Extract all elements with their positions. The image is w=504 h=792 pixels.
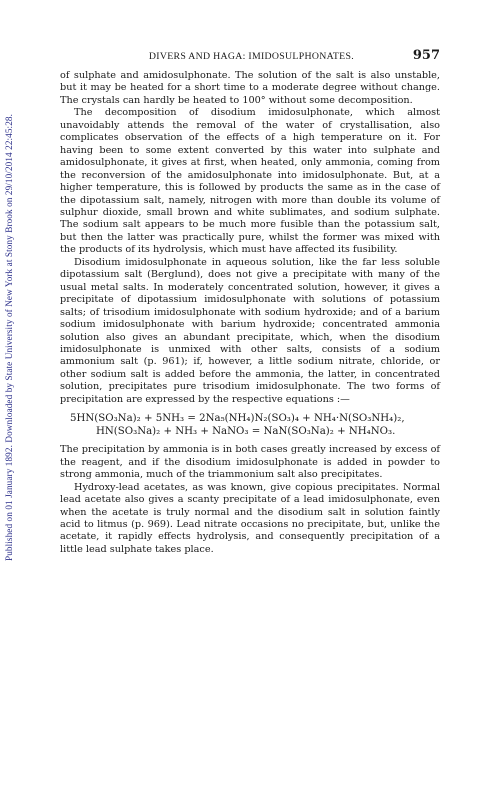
page-header [60, 48, 440, 63]
equation: HN(SO₃Na)₂ + NH₃ + NaNO₃ = NaN(SO₃Na)₂ + NH₄NO₃. [96, 426, 396, 438]
download-watermark [2, 12, 16, 662]
article-body [60, 70, 440, 556]
equation-block [70, 412, 440, 438]
download-watermark-text: Published on 01 January 1892. Downloaded by State University of New York at Stony Brook on 29/10/2014 22:45:28. [4, 113, 14, 561]
paragraph: The precipitation by ammonia is in both cases greatly increased by excess of the reagent, and if the disodium imidosulphonate is added in powder to strong ammonia, much of the triammonium salt also precipitates. [60, 444, 440, 481]
running-head: DIVERS AND HAGA: IMIDOSULPHONATES. [148, 51, 354, 62]
page-number: 957 [412, 48, 440, 63]
paragraph: The decomposition of disodium imidosulphonate, which almost unavoidably attends the removal of the water of crystallisation, also complicates observation of the effects of a high temperature on it. For having been to some extent converted by this water into sulphate and amidosulphonate, it gives at first, when heated, only ammonia, coming from the reconversion of the amidosulphonate into imidosulphonate. But, at a higher temperature, this is followed by products the same as in the case of the dipotassium salt, namely, nitrogen with more than double its volume of sulphur dioxide, small brown and white sublimates, and sodium sulphate. The sodium salt appears to be much more fusible than the potassium salt, but then the latter was practically pure, whilst the former was mixed with the products of its hydrolysis, which must have affected its fusibility. [60, 107, 440, 256]
paragraph: Disodium imidosulphonate in aqueous solution, like the far less soluble dipotassium salt (Berglund), does not give a precipitate with many of the usual metal salts. In moderately concentrated solution, however, it gives a precipitate of dipotassium imidosulphonate with solutions of potassium salts; of trisodium imidosulphonate with sodium hydroxide; and of a barium sodium imidosulphonate with barium hydroxide; concentrated ammonia solution also gives an abundant precipitate, which, when the disodium imidosulphonate is unmixed with other salts, consists of a sodium ammonium salt (p. 961); if, however, a little sodium nitrate, chloride, or other sodium salt is added before the ammonia, the latter, in concentrated solution, precipitates pure trisodium imidosulphonate. The two forms of precipitation are expressed by the respective equations :— [60, 256, 440, 405]
paragraph: Hydroxy-lead acetates, as was known, give copious precipitates. Normal lead acetate also gives a scanty precipitate of a lead imidosulphonate, even when the acetate is truly normal and the disodium salt in solution faintly acid to litmus (p. 969). Lead nitrate occasions no precipitate, but, unlike the acetate, it rapidly effects hydrolysis, and consequently precipitation of a little lead sulphate takes place. [60, 481, 440, 555]
paragraph: of sulphate and amidosulphonate. The solution of the salt is also unstable, but it may be heated for a short time to a moderate degree without change. The crystals can hardly be heated to 100° without some decomposition. [60, 70, 440, 106]
equation: 5HN(SO₃Na)₂ + 5NH₃ = 2Na₅(NH₄)N₂(SO₃)₄ + NH₄·N(SO₃NH₄)₂, [70, 413, 405, 425]
